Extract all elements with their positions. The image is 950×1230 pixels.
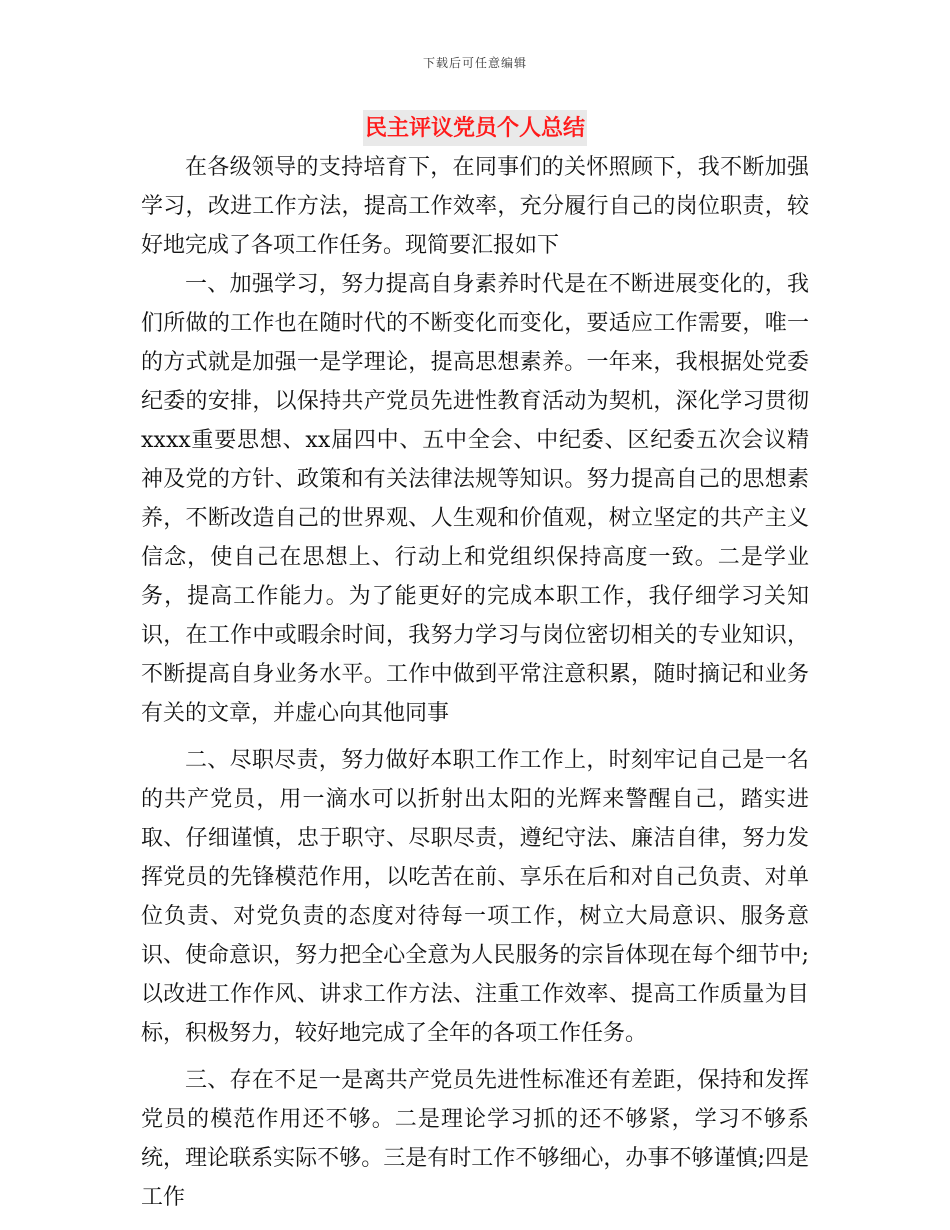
paragraph-section-2: 二、尽职尽责，努力做好本职工作工作上，时刻牢记自己是一名的共产党员，用一滴水可以折射出太阳的光辉来警醒自己，踏实进取、仔细谨慎，忠于职守、尽职尽责，遵纪守法、廉洁自律，努力发挥党员的先锋模范作用，以吃苦在前、享乐在后和对自己负责、对单位负责、对党负责的态度对待每一项工作，树立大局意识、服务意识、使命意识，努力把全心全意为人民服务的宗旨体现在每个细节中;以改进工作作风、讲求工作方法、注重工作效率、提高工作质量为目标，积极努力，较好地完成了全年的各项工作任务。 — [141, 748, 809, 1046]
page-header-note: 下载后可任意编辑 — [422, 56, 527, 70]
paragraph-intro: 在各级领导的支持培育下，在同事们的关怀照顾下，我不断加强学习，改进工作方法，提高工作效率，充分履行自己的岗位职责，较好地完成了各项工作任务。现简要汇报如下 — [141, 155, 809, 258]
paragraph-gap — [141, 1053, 809, 1061]
document-body — [141, 148, 809, 1217]
title-container — [0, 110, 950, 146]
paragraph-gap — [141, 733, 809, 741]
paragraph-section-1: 一、加强学习，努力提高自身素养时代是在不断进展变化的，我们所做的工作也在随时代的不断变化而变化，要适应工作需要，唯一的方式就是加强一是学理论，提高思想素养。一年来，我根据处党委纪委的安排，以保持共产党员先进性教育活动为契机，深化学习贯彻xxxx重要思想、xx届四中、五中全会、中纪委、区纪委五次会议精神及党的方针、政策和有关法律法规等知识。努力提高自己的思想素养，不断改造自己的世界观、人生观和价值观，树立坚定的共产主义信念，使自己在思想上、行动上和党组织保持高度一致。二是学业务，提高工作能力。为了能更好的完成本职工作，我仔细学习关知识，在工作中或暇余时间，我努力学习与岗位密切相关的专业知识，不断提高自身业务水平。工作中做到平常注意积累，随时摘记和业务有关的文章，并虚心向其他同事 — [141, 272, 809, 726]
document-title: 民主评议党员个人总结 — [363, 110, 587, 146]
paragraph-section-3: 三、存在不足一是离共产党员先进性标准还有差距，保持和发挥党员的模范作用还不够。二是理论学习抓的还不够紧，学习不够系统，理论联系实际不够。三是有时工作不够细心，办事不够谨慎;四是工作 — [141, 1068, 809, 1210]
